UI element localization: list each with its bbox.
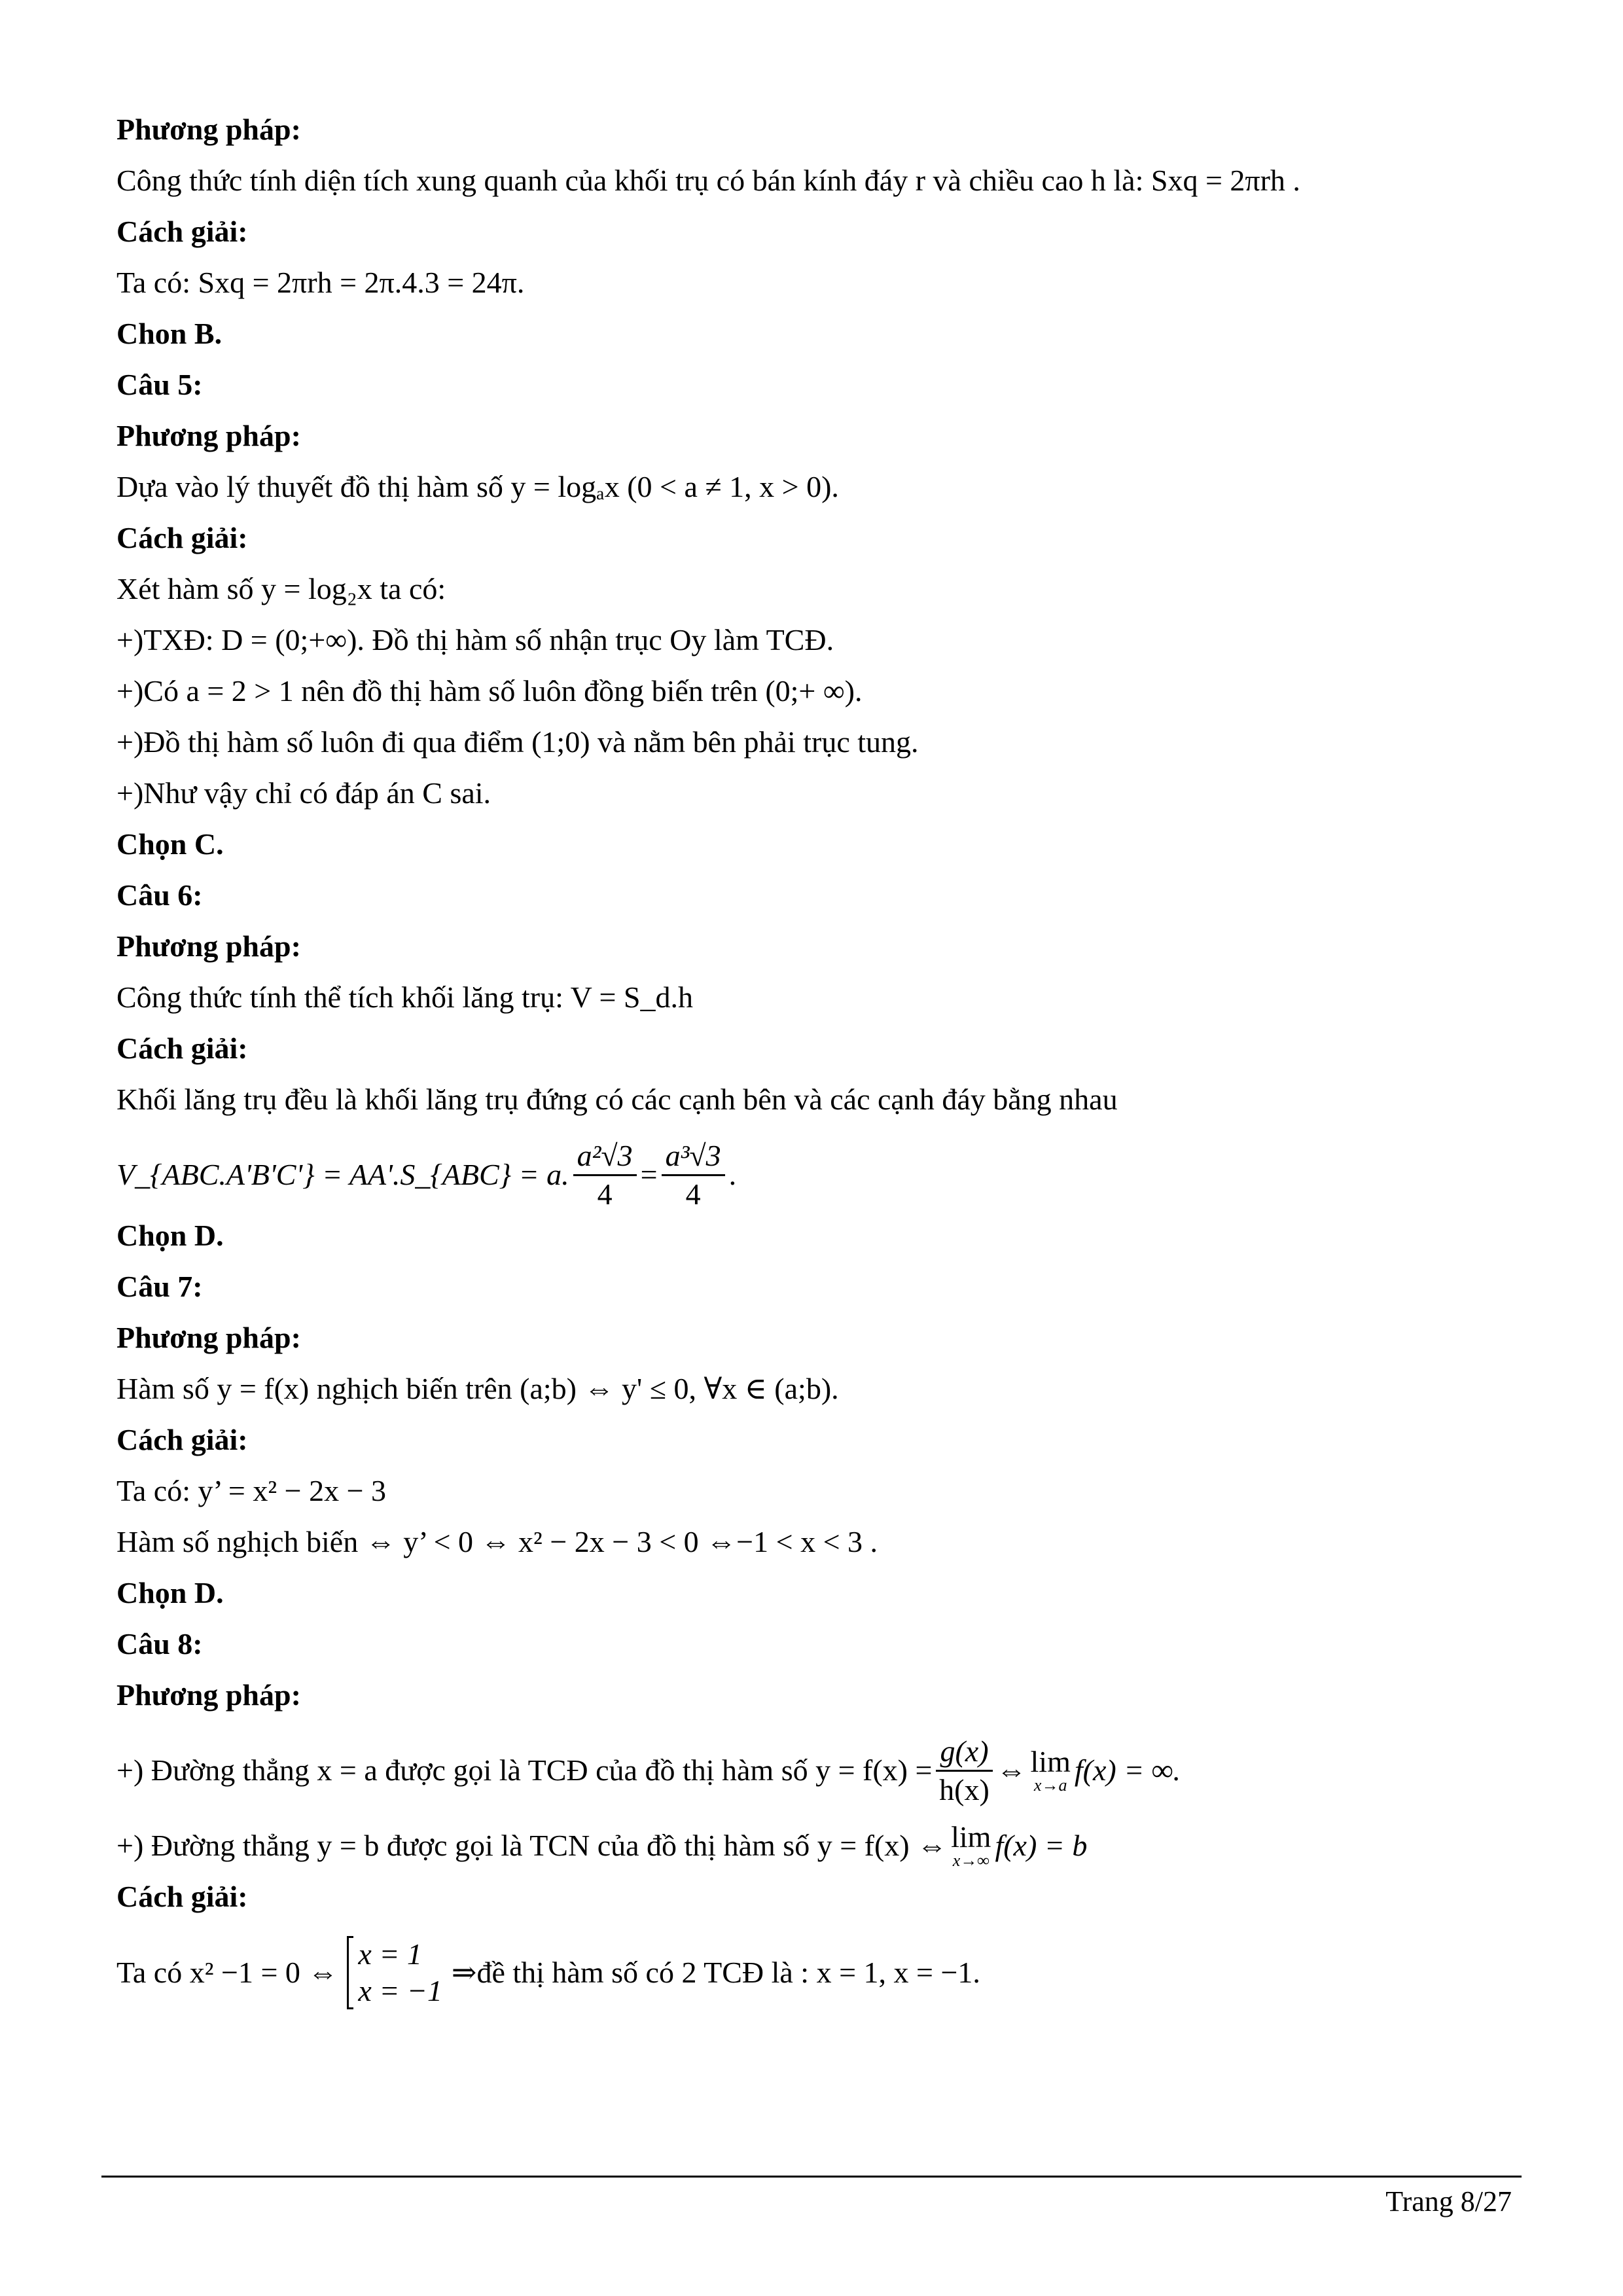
volume-formula [116,1132,1524,1217]
fraction-1-denominator: 4 [597,1177,613,1211]
fraction-2-denominator: 4 [685,1177,701,1211]
tcd-equivalence: ⇔ [996,1753,1027,1787]
section-part-2 [116,1217,1524,1728]
b-line-3: Hàm số y = f(x) nghịch biến trên (a;b) ⇔ y' ≤ 0, ∀x ∈ (a;b). [116,1372,839,1405]
b-line-2: Phương pháp: [116,1321,301,1354]
tcn-limit-word: lim [951,1820,991,1854]
equation-row-2: x = −1 [358,1974,442,2007]
tcd-limit [1031,1747,1071,1794]
tcn-definition [116,1813,1524,1878]
b-line-1: Câu 7: [116,1270,203,1303]
fraction-1-numerator: a²√3 [573,1138,637,1176]
a-line-8: Cách giải: [116,521,248,554]
a-line-18: Cách giải: [116,1031,248,1065]
a-line-9: Xét hàm số y = log₂x ta có: [116,572,446,605]
a-line-11: +)Có a = 2 > 1 nên đồ thị hàm số luôn đồng biến trên (0;+ ∞). [116,674,863,708]
tcd-fraction [936,1733,992,1808]
tcn-limit-subscript: x→∞ [952,1851,990,1870]
b-line-4: Cách giải: [116,1423,248,1456]
a-line-5: Câu 5: [116,368,203,401]
section-part-1 [116,111,1524,1132]
tcd-definition [116,1728,1524,1813]
solution-text-after: ⇒đề thị hàm số có 2 TCĐ là : x = 1, x = −1. [451,1956,980,1989]
fraction-2 [662,1138,725,1213]
tcn-text-before: +) Đường thẳng y = b được gọi là TCN của đồ thị hàm số y = f(x) ⇔ [116,1829,948,1862]
a-line-10: +)TXĐ: D = (0;+∞). Đồ thị hàm số nhận trục Oy làm TCĐ. [116,623,834,656]
tcd-fraction-denominator: h(x) [939,1772,990,1806]
tcd-limit-subscript: x→a [1033,1776,1067,1795]
a-line-0: Phương pháp: [116,113,301,146]
b-line-6: Hàm số nghịch biến ⇔ y’ < 0 ⇔ x² − 2x − 3 < 0 ⇔−1 < x < 3 . [116,1525,878,1558]
a-line-15: Câu 6: [116,878,203,912]
b-line-7: Chọn D. [116,1576,224,1609]
a-line-19: Khối lăng trụ đều là khối lăng trụ đứng có các cạnh bên và các cạnh đáy bằng nhau [116,1083,1118,1116]
tcd-text-after: f(x) = ∞. [1074,1753,1181,1787]
a-line-7: Dựa vào lý thuyết đồ thị hàm số y = logₐx (0 < a ≠ 1, x > 0). [116,470,839,503]
footer-rule [101,2176,1522,2178]
equation-system-bracket [347,1936,442,2009]
a-line-2: Cách giải: [116,215,248,248]
b-line-9: Phương pháp: [116,1678,301,1712]
equation-row-1: x = 1 [358,1937,422,1971]
asymptote-solution [116,1927,1524,2018]
b-line-5: Ta có: y’ = x² − 2x − 3 [116,1474,387,1507]
formula-lhs: V_{ABC.A'B'C'} = AA'.S_{ABC} = a. [116,1158,569,1191]
tcn-limit [951,1822,991,1869]
tcd-limit-word: lim [1030,1745,1071,1778]
equation-rows [358,1936,442,2009]
b-line-8: Câu 8: [116,1627,203,1660]
solution-heading: Cách giải: [116,1880,248,1913]
a-line-12: +)Đồ thị hàm số luôn đi qua điểm (1;0) và nằm bên phải trục tung. [116,725,919,759]
a-line-13: +)Như vậy chỉ có đáp án C sai. [116,776,491,810]
a-line-1: Công thức tính diện tích xung quanh của khối trụ có bán kính đáy r và chiều cao h là: Sxq = 2πrh . [116,164,1300,197]
formula-end: . [728,1158,737,1191]
a-line-3: Ta có: Sxq = 2πrh = 2π.4.3 = 24π. [116,266,525,299]
a-line-14: Chọn C. [116,827,224,861]
tcd-text-before: +) Đường thẳng x = a được gọi là TCĐ của đồ thị hàm số y = f(x) = [116,1753,933,1787]
fraction-2-numerator: a³√3 [662,1138,725,1176]
fraction-1 [573,1138,637,1213]
a-line-17: Công thức tính thể tích khối lăng trụ: V = S_d.h [116,980,693,1014]
b-line-0: Chọn D. [116,1219,224,1252]
tcn-text-after: f(x) = b [995,1829,1088,1862]
a-line-4: Chon B. [116,317,223,350]
a-line-6: Phương pháp: [116,419,301,452]
tcd-fraction-numerator: g(x) [936,1733,992,1772]
document-body [116,111,1524,2018]
page-number: Trang 8/27 [1385,2185,1512,2217]
solution-text-before: Ta có x² −1 = 0 ⇔ [116,1956,338,1989]
a-line-16: Phương pháp: [116,929,301,963]
equals-sign: = [640,1158,658,1191]
